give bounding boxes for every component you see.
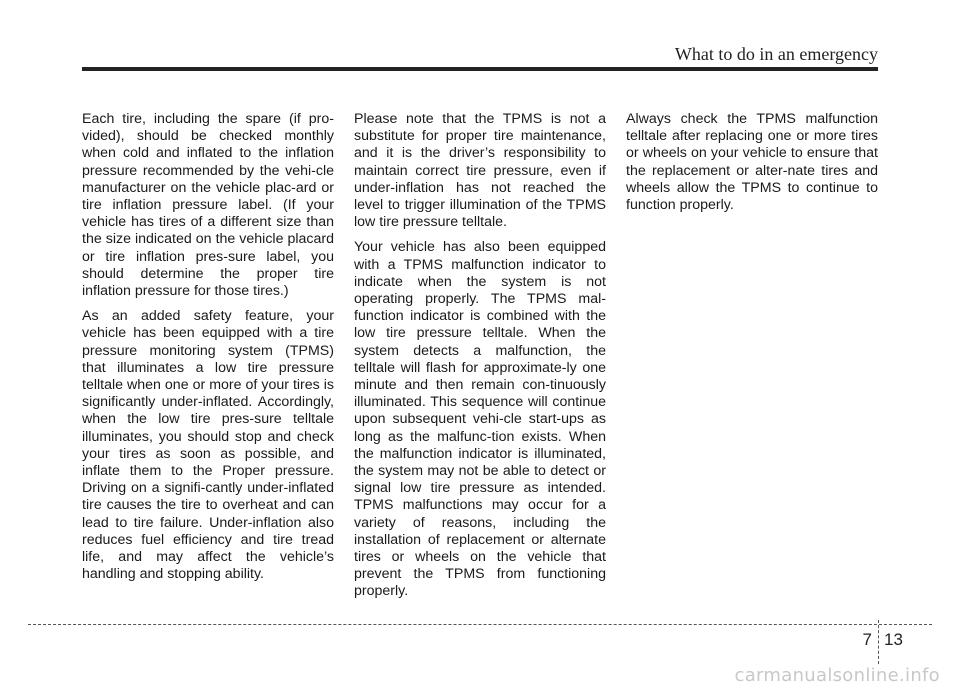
chapter-number: 7 bbox=[862, 630, 872, 649]
paragraph: Always check the TPMS malfunction telltale after replacing one or more tires or wheels on your vehicle to ensure that the replacement or alter-nate tires and wheels allow the TPMS to continue to function properly. bbox=[626, 111, 878, 214]
text-column-2 bbox=[354, 111, 606, 609]
section-title: What to do in an emergency bbox=[674, 44, 878, 64]
header-rule bbox=[82, 67, 878, 71]
footer-dashed-rule bbox=[28, 624, 932, 625]
paragraph: Your vehicle has also been equipped with a TPMS malfunction indicator to indicate when the system is not operating properly. The TPMS mal-function indicator is combined with the low tire pressure telltale. When the system detects a malfunction, the telltale will flash for approximate-ly one minute and then remain con-tinuously illuminated. This sequence will continue upon subsequent vehi-cle start-ups as long as the malfunc-tion exists. When the malfunction indicator is illuminated, the system may not be able to detect or signal low tire pressure as intended. TPMS malfunctions may occur for a variety of reasons, including the installation of replacement or alternate tires or wheels on the vehicle that prevent the TPMS from functioning properly. bbox=[354, 239, 606, 600]
page-number-divider bbox=[878, 620, 879, 664]
page-number: 13 bbox=[884, 630, 903, 649]
paragraph: Each tire, including the spare (if pro-vided), should be checked monthly when cold and inflated to the inflation pressure recommended by the vehi-cle manufacturer on the vehicle plac-ard or tire inflation pressure label. (If your vehicle has tires of a different size than the size indicated on the vehicle placard or tire inflation pres-sure label, you should determine the proper tire inflation pressure for those tires.) bbox=[82, 111, 334, 300]
paragraph: As an added safety feature, your vehicle has been equipped with a tire pressure monitoring system (TPMS) that illuminates a low tire pressure telltale when one or more of your tires is significantly under-inflated. Accordingly, when the low tire pres-sure telltale illuminates, you should stop and check your tires as soon as possible, and inflate them to the Proper pressure. Driving on a signifi-cantly under-inflated tire causes the tire to overheat and can lead to tire failure. Under-inflation also reduces fuel efficiency and tire tread life, and may affect the vehicle’s handling and stopping ability. bbox=[82, 308, 334, 583]
watermark: carmanualsonline.info bbox=[734, 665, 940, 686]
paragraph: Please note that the TPMS is not a substitute for proper tire maintenance, and it is the driver’s responsibility to maintain correct tire pressure, even if under-inflation has not reached the level to trigger illumination of the TPMS low tire pressure telltale. bbox=[354, 111, 606, 231]
text-column-3 bbox=[626, 111, 878, 222]
text-column-1 bbox=[82, 111, 334, 591]
